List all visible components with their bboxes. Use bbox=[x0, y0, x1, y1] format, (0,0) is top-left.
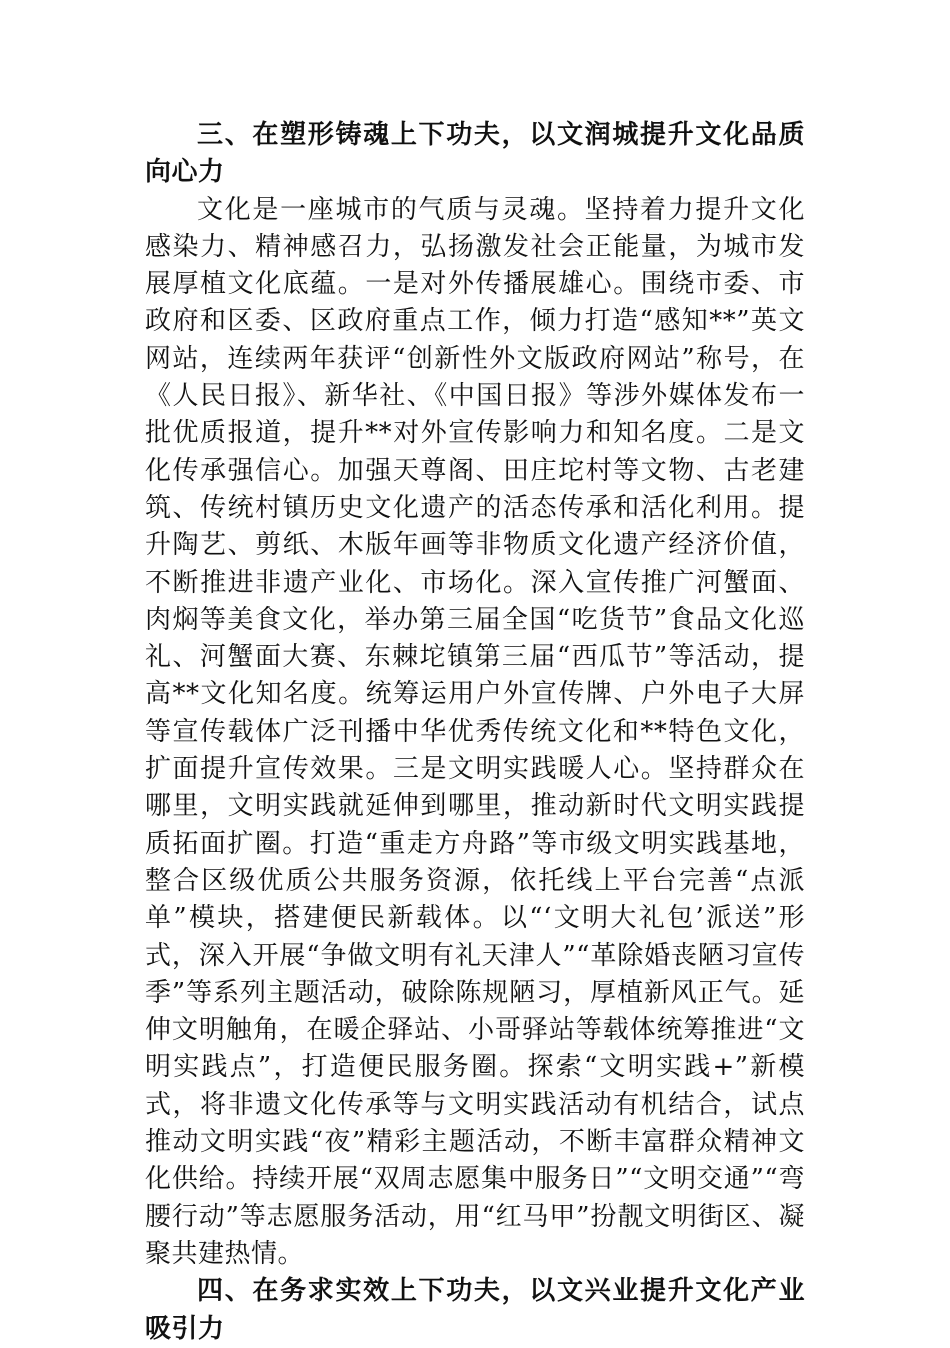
section-heading-4: 四、在务求实效上下功夫，以文兴业提升文化产业吸引力 bbox=[145, 1276, 805, 1344]
document-body bbox=[145, 117, 805, 1348]
section-paragraph-3: 文化是一座城市的气质与灵魂。坚持着力提升文化感染力、精神感召力，弘扬激发社会正能量，为城市发展厚植文化底蕴。一是对外传播展雄心。围绕市委、市政府和区委、区政府重点工作，倾力打造“感知**”英文网站，连续两年获评“创新性外文版政府网站”称号，在《人民日报》、新华社、《中国日报》等涉外媒体发布一批优质报道，提升**对外宣传影响力和知名度。二是文化传承强信心。加强天尊阁、田庄坨村等文物、古老建筑、传统村镇历史文化遗产的活态传承和活化利用。提升陶艺、剪纸、木版年画等非物质文化遗产经济价值，不断推进非遗产业化、市场化。深入宣传推广河蟹面、肉焖等美食文化，举办第三届全国“吃货节”食品文化巡礼、河蟹面大赛、东棘坨镇第三届“西瓜节”等活动，提高**文化知名度。统筹运用户外宣传牌、户外电子大屏等宣传载体广泛刊播中华优秀传统文化和**特色文化，扩面提升宣传效果。三是文明实践暖人心。坚持群众在哪里，文明实践就延伸到哪里，推动新时代文明实践提质拓面扩圈。打造“重走方舟路”等市级文明实践基地，整合区级优质公共服务资源，依托线上平台完善“点派单”模块，搭建便民新载体。以“‘文明大礼包’派送”形式，深入开展“争做文明有礼天津人”“革除婚丧陋习宣传季”等系列主题活动，破除陈规陋习，厚植新风正气。延伸文明触角，在暖企驿站、小哥驿站等载体统筹推进“文明实践点”，打造便民服务圈。探索“文明实践+”新模式，将非遗文化传承等与文明实践活动有机结合，试点推动文明实践“夜”精彩主题活动，不断丰富群众精神文化供给。持续开展“双周志愿集中服务日”“文明交通”“弯腰行动”等志愿服务活动，用“红马甲”扮靓文明街区、凝聚共建热情。 bbox=[145, 194, 805, 1269]
section-heading-3: 三、在塑形铸魂上下功夫，以文润城提升文化品质向心力 bbox=[145, 120, 805, 188]
